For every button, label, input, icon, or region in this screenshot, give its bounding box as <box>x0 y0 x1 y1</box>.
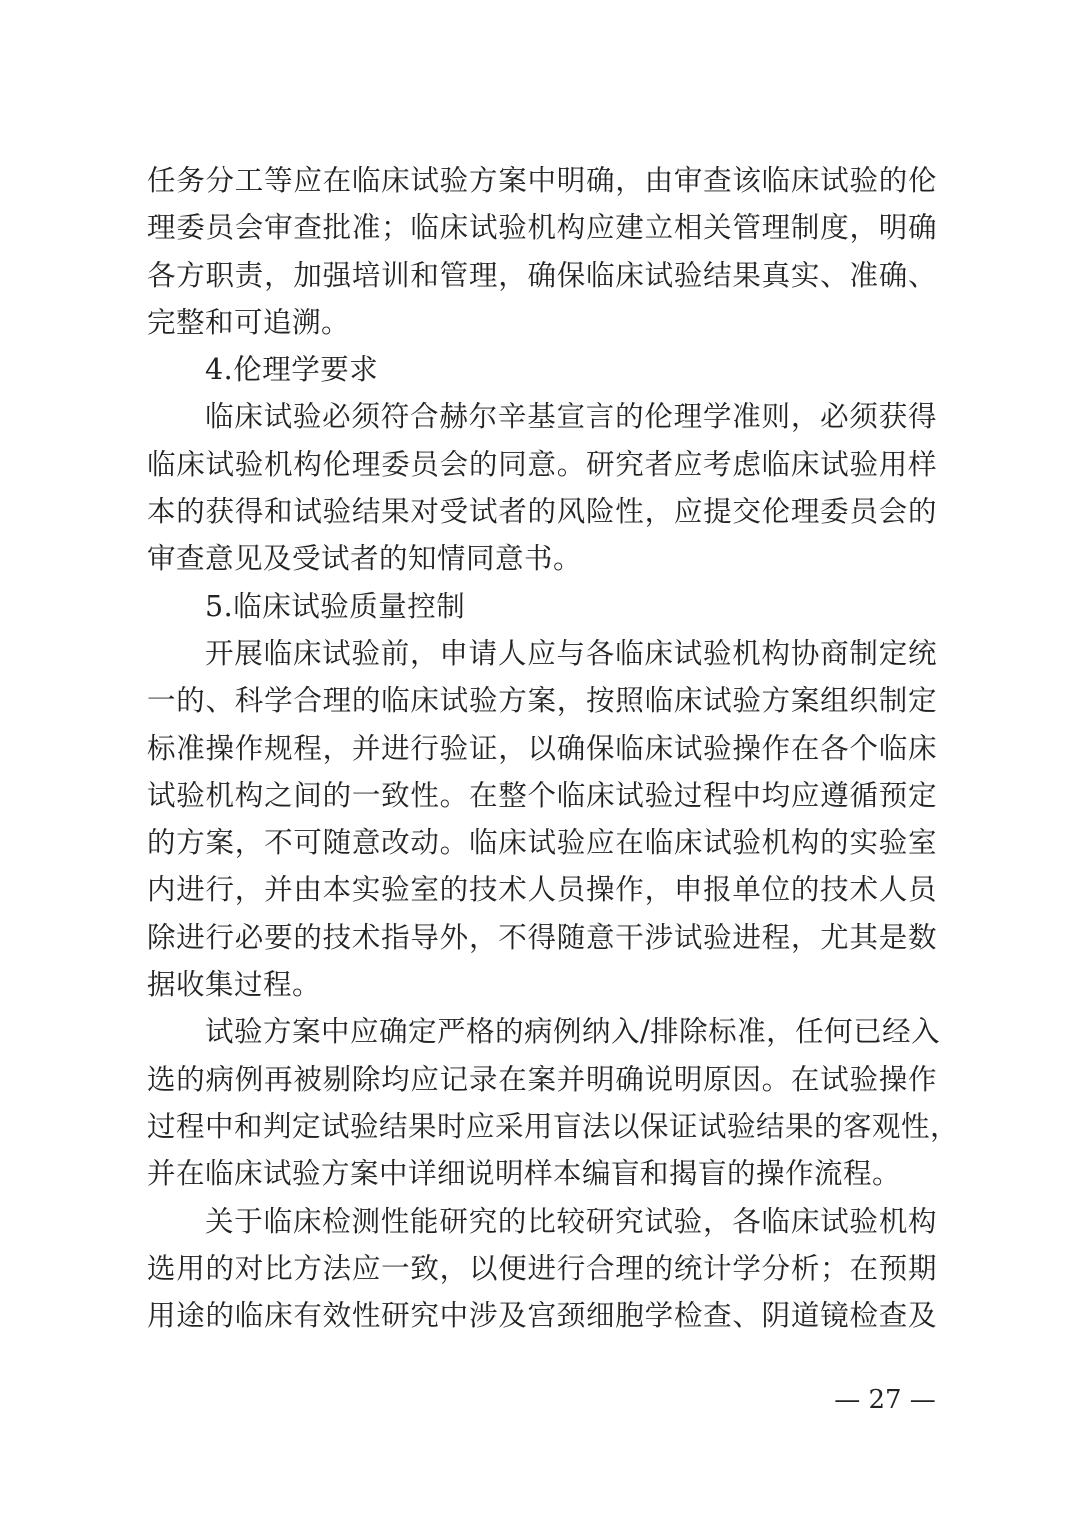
page-body <box>147 157 960 1339</box>
text-line: 审查意见及受试者的知情同意书。 <box>147 542 583 576</box>
text-line: 并在临床试验方案中详细说明样本编盲和揭盲的操作流程。 <box>147 1157 902 1191</box>
section-heading-quality-control: 5.临床试验质量控制 <box>205 589 466 623</box>
text-line: 临床试验机构伦理委员会的同意。研究者应考虑临床试验用样 <box>147 447 937 481</box>
paragraph-blinding <box>147 1008 960 1197</box>
text-line: 内进行，并由本实验室的技术人员操作，申报单位的技术人员 <box>147 873 937 907</box>
text-line: 过程中和判定试验结果时应采用盲法以保证试验结果的客观性， <box>147 1109 960 1143</box>
text-line: 试验机构之间的一致性。在整个临床试验过程中均应遵循预定 <box>147 778 937 812</box>
paragraph-comparison-study <box>147 1198 937 1340</box>
text-line: 任务分工等应在临床试验方案中明确，由审查该临床试验的伦 <box>147 164 937 197</box>
text-line: 临床试验必须符合赫尔辛基宣言的伦理学准则，必须获得 <box>205 400 937 434</box>
text-line: 用途的临床有效性研究中涉及宫颈细胞学检查、阴道镜检查及 <box>147 1299 937 1333</box>
text-line: 除进行必要的技术指导外，不得随意干涉试验进程，尤其是数 <box>147 920 937 954</box>
text-line: 理委员会审查批准；临床试验机构应建立相关管理制度，明确 <box>147 211 937 245</box>
text-line: 试验方案中应确定严格的病例纳入/排除标准，任何已经入 <box>205 1015 941 1049</box>
section-heading-ethics: 4.伦理学要求 <box>205 353 379 387</box>
text-line: 各方职责，加强培训和管理，确保临床试验结果真实、准确、 <box>147 258 937 292</box>
text-line: 完整和可追溯。 <box>147 305 351 339</box>
text-line: 的方案，不可随意改动。临床试验应在临床试验机构的实验室 <box>147 826 937 860</box>
paragraph-quality-control <box>147 630 937 1008</box>
text-line: 标准操作规程，并进行验证，以确保临床试验操作在各个临床 <box>147 731 937 765</box>
text-line: 选的病例再被剔除均应记录在案并明确说明原因。在试验操作 <box>147 1062 937 1096</box>
text-line: 据收集过程。 <box>147 968 322 1002</box>
text-line: 开展临床试验前，申请人应与各临床试验机构协商制定统 <box>205 636 937 670</box>
page-number: — 27 — <box>834 1385 936 1415</box>
text-line: 一的、科学合理的临床试验方案，按照临床试验方案组织制定 <box>147 684 937 718</box>
paragraph-ethics <box>147 393 937 582</box>
paragraph-continuation <box>147 157 937 346</box>
text-line: 关于临床检测性能研究的比较研究试验，各临床试验机构 <box>205 1204 937 1238</box>
text-line: 选用的对比方法应一致，以便进行合理的统计学分析；在预期 <box>147 1251 937 1285</box>
text-line: 本的获得和试验结果对受试者的风险性，应提交伦理委员会的 <box>147 495 937 529</box>
